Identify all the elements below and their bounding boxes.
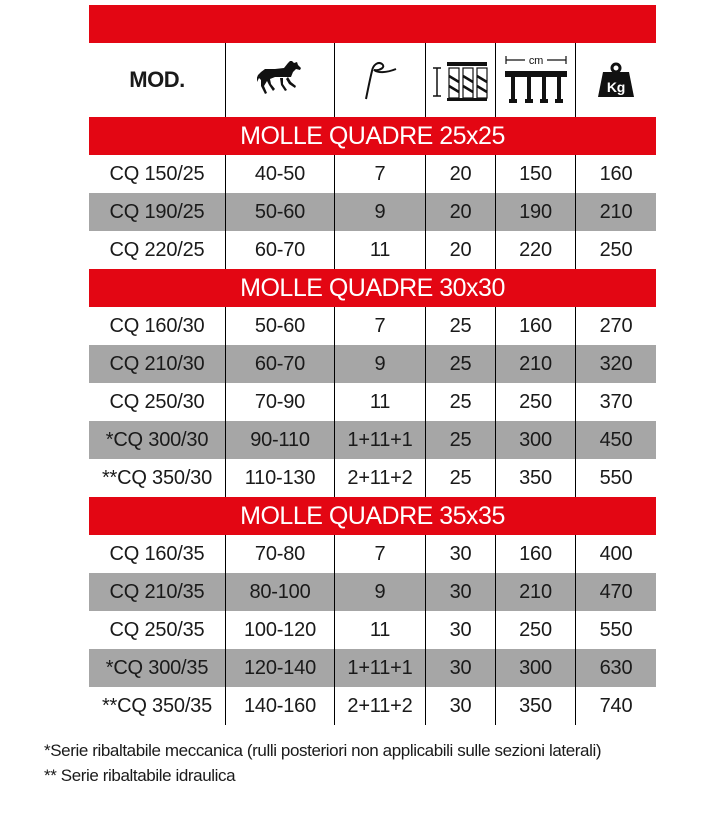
value-cell: 190 xyxy=(495,193,575,231)
value-cell: 140-160 xyxy=(225,687,334,725)
width-unit-label: cm xyxy=(528,55,543,67)
horse-icon xyxy=(225,43,334,117)
value-cell: 160 xyxy=(575,155,656,193)
section-title: MOLLE QUADRE 35x35 xyxy=(89,497,656,535)
value-cell: 2+11+2 xyxy=(334,459,425,497)
value-cell: 7 xyxy=(334,155,425,193)
value-cell: 7 xyxy=(334,535,425,573)
value-cell: 740 xyxy=(575,687,656,725)
footnotes xyxy=(44,738,601,788)
value-cell: 9 xyxy=(334,573,425,611)
value-cell: 7 xyxy=(334,307,425,345)
table-row xyxy=(89,193,656,231)
value-cell: 9 xyxy=(334,345,425,383)
model-cell: CQ 190/25 xyxy=(109,200,205,223)
value-cell: 370 xyxy=(575,383,656,421)
value-cell: 25 xyxy=(425,383,495,421)
weight-unit-label: Kg xyxy=(606,79,626,95)
table-row xyxy=(89,649,656,687)
value-cell: 350 xyxy=(495,459,575,497)
value-cell: 30 xyxy=(425,573,495,611)
spring-spec-table xyxy=(89,5,656,725)
table-row xyxy=(89,421,656,459)
value-cell: 70-80 xyxy=(225,535,334,573)
header-row xyxy=(89,43,656,117)
value-cell: 30 xyxy=(425,687,495,725)
value-cell: 470 xyxy=(575,573,656,611)
value-cell: 11 xyxy=(334,383,425,421)
value-cell: 1+11+1 xyxy=(334,421,425,459)
value-cell: 550 xyxy=(575,459,656,497)
table-row xyxy=(89,307,656,345)
top-red-bar xyxy=(89,5,656,43)
model-cell: *CQ 300/35 xyxy=(105,656,209,679)
table-body xyxy=(89,117,656,725)
value-cell: 60-70 xyxy=(225,231,334,269)
value-cell: 40-50 xyxy=(225,155,334,193)
value-cell: 160 xyxy=(495,307,575,345)
value-cell: 70-90 xyxy=(225,383,334,421)
value-cell: 80-100 xyxy=(225,573,334,611)
spring-icon xyxy=(334,43,425,117)
value-cell: 25 xyxy=(425,459,495,497)
table-row xyxy=(89,345,656,383)
model-cell: CQ 250/35 xyxy=(109,618,205,641)
value-cell: 25 xyxy=(425,307,495,345)
value-cell: 160 xyxy=(495,535,575,573)
value-cell: 300 xyxy=(495,421,575,459)
model-cell: CQ 160/35 xyxy=(109,542,205,565)
table-row xyxy=(89,611,656,649)
weight-kg-icon xyxy=(575,43,656,117)
value-cell: 30 xyxy=(425,611,495,649)
table-row xyxy=(89,535,656,573)
value-cell: 25 xyxy=(425,421,495,459)
width-cm-icon xyxy=(495,43,575,117)
model-cell: CQ 160/30 xyxy=(109,314,205,337)
mod-header: MOD. xyxy=(129,67,185,92)
value-cell: 20 xyxy=(425,155,495,193)
value-cell: 210 xyxy=(495,573,575,611)
value-cell: 250 xyxy=(495,611,575,649)
value-cell: 120-140 xyxy=(225,649,334,687)
value-cell: 150 xyxy=(495,155,575,193)
value-cell: 220 xyxy=(495,231,575,269)
table-row xyxy=(89,231,656,269)
value-cell: 1+11+1 xyxy=(334,649,425,687)
value-cell: 11 xyxy=(334,611,425,649)
value-cell: 60-70 xyxy=(225,345,334,383)
value-cell: 210 xyxy=(495,345,575,383)
value-cell: 9 xyxy=(334,193,425,231)
table-row xyxy=(89,155,656,193)
table-row xyxy=(89,459,656,497)
value-cell: 100-120 xyxy=(225,611,334,649)
table-row xyxy=(89,687,656,725)
value-cell: 20 xyxy=(425,231,495,269)
value-cell: 450 xyxy=(575,421,656,459)
value-cell: 350 xyxy=(495,687,575,725)
model-cell: CQ 220/25 xyxy=(109,238,205,261)
value-cell: 270 xyxy=(575,307,656,345)
value-cell: 50-60 xyxy=(225,307,334,345)
model-cell: **CQ 350/35 xyxy=(101,694,213,717)
section-title: MOLLE QUADRE 25x25 xyxy=(89,117,656,155)
footnote-hydraulic: ** Serie ribaltabile idraulica xyxy=(44,766,236,785)
model-cell: **CQ 350/30 xyxy=(101,466,213,489)
value-cell: 30 xyxy=(425,649,495,687)
height-icon xyxy=(425,43,495,117)
value-cell: 30 xyxy=(425,535,495,573)
model-cell: *CQ 300/30 xyxy=(105,428,209,451)
value-cell: 300 xyxy=(495,649,575,687)
footnote-mechanical: *Serie ribaltabile meccanica (rulli posteriori non applicabili sulle sezioni laterali) xyxy=(44,741,602,760)
model-cell: CQ 210/35 xyxy=(109,580,205,603)
model-cell: CQ 250/30 xyxy=(109,390,205,413)
model-cell: CQ 150/25 xyxy=(109,162,205,185)
value-cell: 50-60 xyxy=(225,193,334,231)
section-title: MOLLE QUADRE 30x30 xyxy=(89,269,656,307)
value-cell: 250 xyxy=(495,383,575,421)
value-cell: 250 xyxy=(575,231,656,269)
value-cell: 210 xyxy=(575,193,656,231)
table-row xyxy=(89,383,656,421)
value-cell: 90-110 xyxy=(225,421,334,459)
value-cell: 110-130 xyxy=(225,459,334,497)
value-cell: 20 xyxy=(425,193,495,231)
value-cell: 630 xyxy=(575,649,656,687)
value-cell: 2+11+2 xyxy=(334,687,425,725)
value-cell: 320 xyxy=(575,345,656,383)
value-cell: 11 xyxy=(334,231,425,269)
table-row xyxy=(89,573,656,611)
value-cell: 400 xyxy=(575,535,656,573)
value-cell: 550 xyxy=(575,611,656,649)
model-cell: CQ 210/30 xyxy=(109,352,205,375)
value-cell: 25 xyxy=(425,345,495,383)
